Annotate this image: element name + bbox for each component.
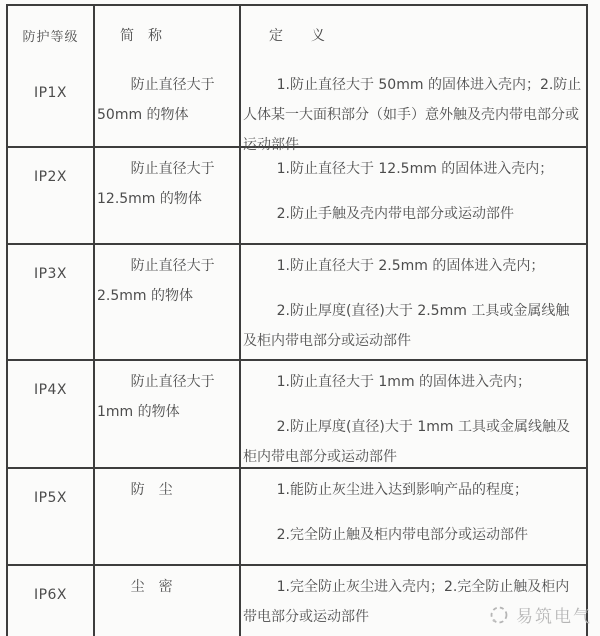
header-definition: 定 义: [239, 6, 586, 64]
header-short-name: 简 称: [93, 6, 239, 64]
definition-text: 2.完全防止触及柜内带电部分或运动部件: [276, 527, 528, 543]
definition-cell: [239, 469, 586, 564]
short-name-cell: [93, 361, 239, 467]
definition-cell: [239, 245, 586, 359]
table-row: [8, 64, 586, 153]
definition-text: 1.完全防止灰尘进入壳内；2.完全防止触及柜内带电部分或运动部件: [243, 579, 570, 625]
level-cell: IP6X: [33, 587, 68, 603]
short-name-text: 防止直径大于 2.5mm 的物体: [97, 258, 215, 304]
short-name-text: 防 尘: [130, 482, 173, 498]
table-row: [8, 359, 586, 467]
definition-text: 1.防止直径大于 2.5mm 的固体进入壳内；: [276, 258, 545, 274]
definition-text: 1.防止直径大于 12.5mm 的固体进入壳内；: [276, 161, 554, 177]
level-cell: IP1X: [33, 85, 68, 101]
level-cell: IP2X: [33, 169, 68, 185]
short-name-cell: [93, 566, 239, 636]
definition-text: 1.能防止灰尘进入达到影响产品的程度；: [276, 482, 528, 498]
watermark: [488, 602, 592, 627]
brand-logo-icon: [488, 604, 510, 626]
short-name-text: 防止直径大于 50mm 的物体: [97, 77, 215, 123]
table-row: [8, 243, 586, 359]
definition-text: 1.防止直径大于 1mm 的固体进入壳内；: [276, 374, 532, 390]
table-body: [8, 64, 586, 636]
definition-cell: [239, 64, 586, 153]
definition-text: 2.防止手触及壳内带电部分或运动部件: [276, 206, 514, 222]
definition-cell: [239, 361, 586, 467]
short-name-text: 防止直径大于 12.5mm 的物体: [97, 161, 215, 207]
definition-text: 1.防止直径大于 50mm 的固体进入壳内；2.防止人体某一大面积部分（如手）意外触及壳内带电部分或运动部件: [243, 77, 582, 153]
level-cell: IP4X: [33, 382, 68, 398]
watermark-text: 易筑电气: [516, 607, 592, 627]
short-name-cell: [93, 245, 239, 359]
short-name-cell: [93, 469, 239, 564]
short-name-text: 防止直径大于 1mm 的物体: [97, 374, 215, 420]
level-cell: IP5X: [33, 490, 68, 506]
ip-rating-table: [6, 4, 588, 636]
table-row: [8, 467, 586, 564]
header-protection-level: 防护等级: [22, 29, 79, 45]
short-name-cell: [93, 64, 239, 146]
level-cell: IP3X: [33, 266, 68, 282]
short-name-cell: [93, 148, 239, 243]
table-header-row: [8, 6, 586, 64]
definition-text: 2.防止厚度(直径)大于 2.5mm 工具或金属线触及柜内带电部分或运动部件: [243, 303, 570, 349]
table-row: [8, 146, 586, 243]
definition-cell: [239, 148, 586, 243]
short-name-text: 尘 密: [130, 579, 173, 595]
definition-text: 2.防止厚度(直径)大于 1mm 工具或金属线触及柜内带电部分或运动部件: [243, 419, 570, 465]
